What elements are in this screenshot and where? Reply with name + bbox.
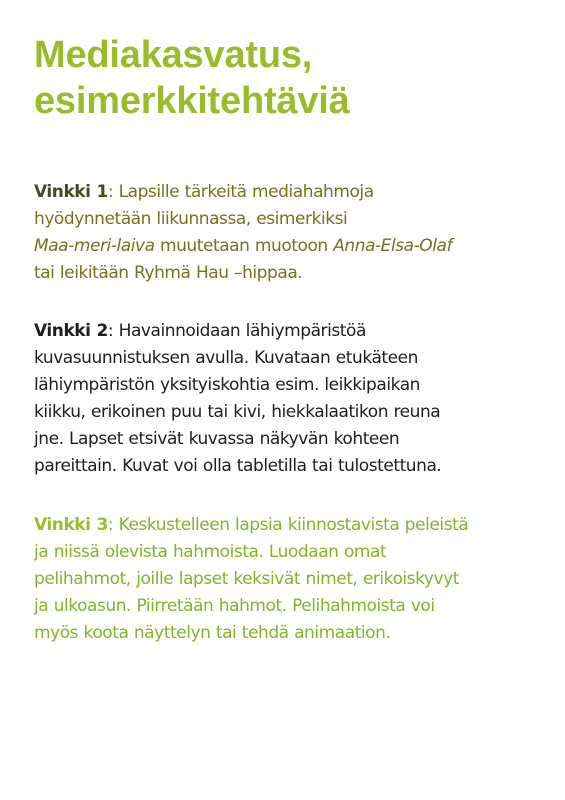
tip-line <box>34 539 544 566</box>
tip-text: tai leikitään Ryhmä Hau –hippaa. <box>34 263 303 283</box>
tip-text: myös koota näyttelyn tai tehdä animaation. <box>34 623 391 643</box>
tip-line <box>34 399 544 426</box>
tip-line <box>34 512 544 539</box>
tip-line <box>34 233 544 260</box>
tip-text: : Keskustelleen lapsia kiinnostavista peleistä <box>107 515 469 535</box>
tip-text: pelihahmot, joille lapset keksivät nimet, erikoiskyvyt <box>34 569 459 589</box>
tip-text: muutetaan muotoon <box>154 236 334 256</box>
tip-line <box>34 593 544 620</box>
tip-italic-text: Maa-meri-laiva <box>34 236 155 256</box>
tip-3-paragraph <box>34 512 544 647</box>
tip-heading: Vinkki 3 <box>34 515 108 535</box>
tip-2-paragraph <box>34 318 544 480</box>
tip-italic-text: Anna-Elsa-Olaf <box>333 236 453 256</box>
tip-text: pareittain. Kuvat voi olla tabletilla tai tulostettuna. <box>34 456 442 476</box>
tip-heading: Vinkki 2 <box>34 321 108 341</box>
tip-line <box>34 372 544 399</box>
tip-line <box>34 620 544 647</box>
title-line-2: esimerkkitehtäviä <box>34 80 350 122</box>
title-line-1: Mediakasvatus, <box>34 34 313 76</box>
page-title <box>34 32 534 124</box>
tip-text: jne. Lapset etsivät kuvassa näkyvän kohteen <box>34 429 400 449</box>
tip-text: lähiympäristön yksityiskohtia esim. leikkipaikan <box>34 375 420 395</box>
tip-text: kuvasuunnistuksen avulla. Kuvataan etukäteen <box>34 348 418 368</box>
tip-text: ja ulkoasun. Piirretään hahmot. Pelihahmoista voi <box>34 596 435 616</box>
tip-text: kiikku, erikoinen puu tai kivi, hiekkalaatikon reuna <box>34 402 441 422</box>
tip-1-paragraph <box>34 179 544 287</box>
tip-heading: Vinkki 1 <box>34 182 108 202</box>
tip-line <box>34 318 544 345</box>
tip-line <box>34 260 544 287</box>
tip-line <box>34 453 544 480</box>
tip-text: : Lapsille tärkeitä mediahahmoja <box>107 182 374 202</box>
tip-line <box>34 426 544 453</box>
tip-text: : Havainnoidaan lähiympäristöä <box>107 321 366 341</box>
tip-text: ja niissä olevista hahmoista. Luodaan omat <box>34 542 387 562</box>
tip-line <box>34 179 544 206</box>
tip-line <box>34 206 544 233</box>
tip-line <box>34 345 544 372</box>
tip-line <box>34 566 544 593</box>
tip-text: hyödynnetään liikunnassa, esimerkiksi <box>34 209 348 229</box>
